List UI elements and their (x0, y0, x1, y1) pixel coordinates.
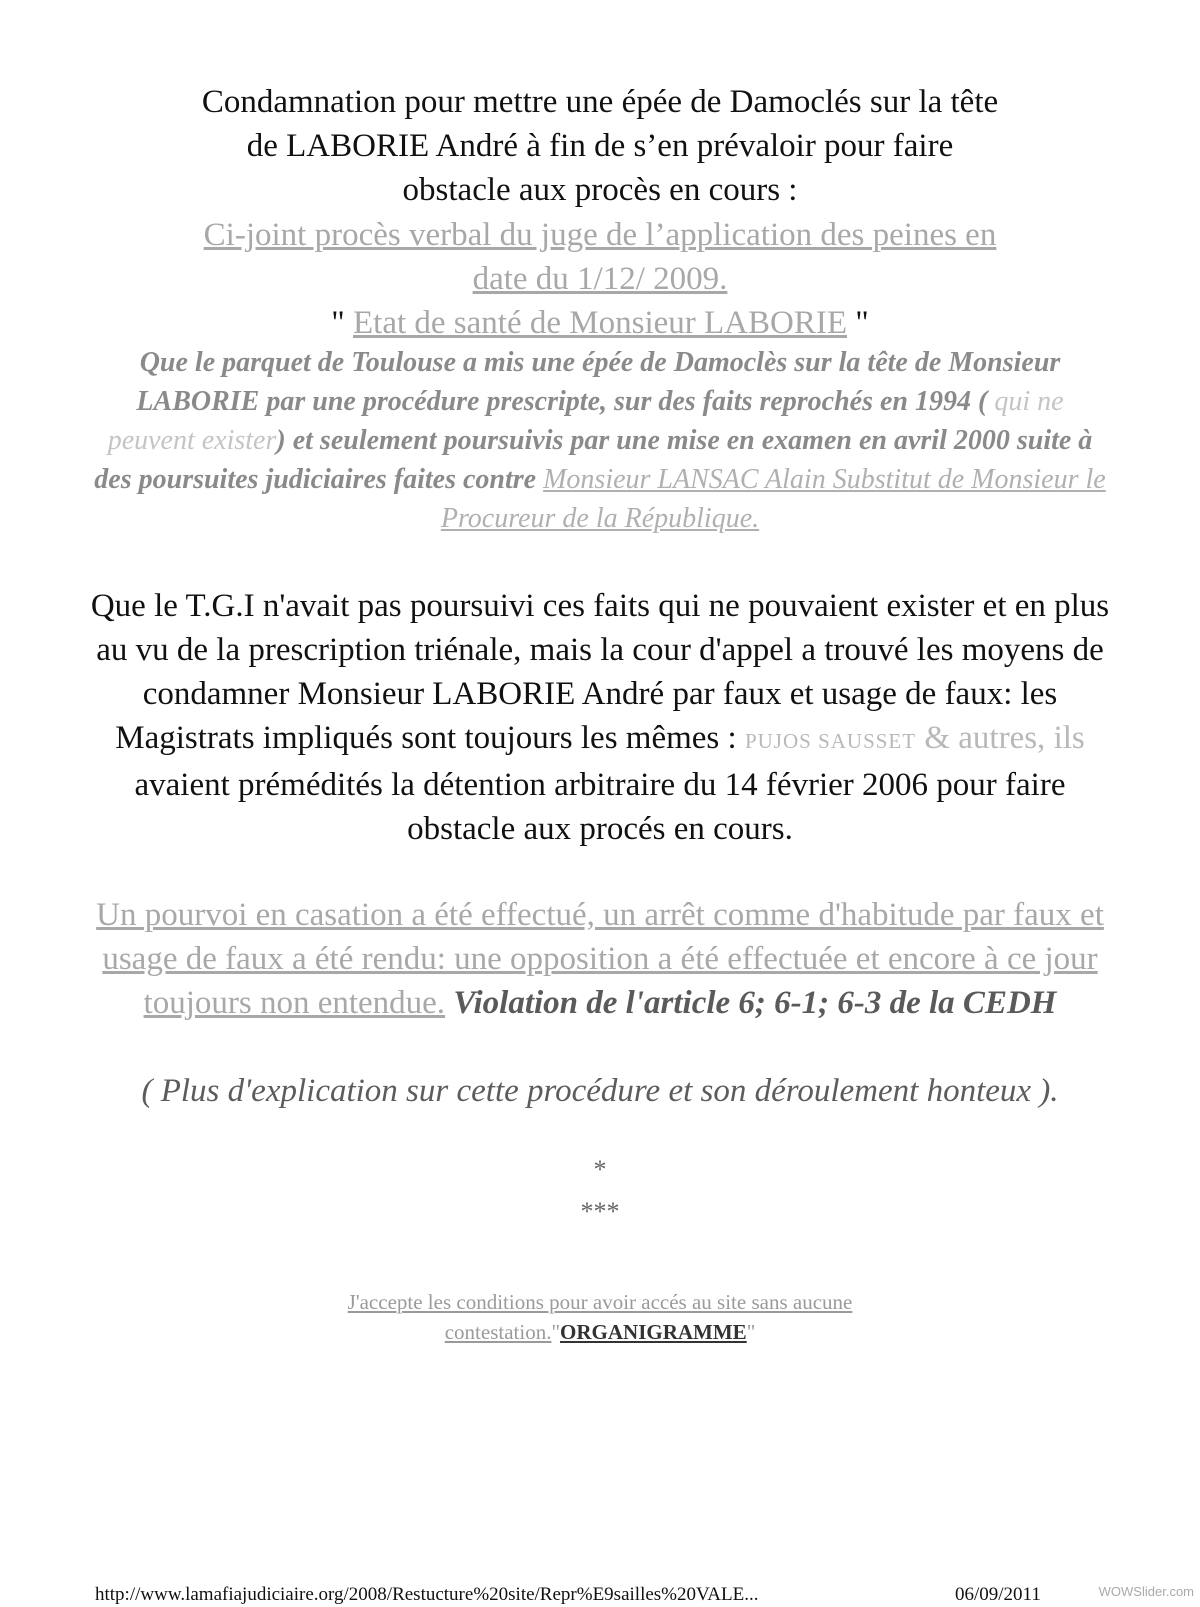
tgi-text-1: Que le T.G.I n'avait pas poursuivi ces faits qui ne pouvaient exister et en plus au vu de la prescription triénale, mais la cour d'appel a trouvé les moyens de condamner Monsieur LABORIE André par faux et usage de faux: les Magistrats impliqués sont toujours les mêmes : (90, 588, 1110, 756)
heading-line-3: obstacle aux procès en cours : (402, 172, 798, 208)
quote-close: " (746, 1320, 756, 1344)
violation-cedh-text: Violation de l'article 6; 6-1; 6-3 de la CEDH (453, 985, 1057, 1021)
close-quote: " (855, 305, 869, 341)
document-heading (90, 80, 1110, 212)
lansac-link[interactable]: Monsieur LANSAC Alain Substitut de Monsieur le Procureur de la République. (440, 464, 1106, 534)
proces-verbal-link-line-1[interactable]: Ci-joint procès verbal du juge de l’application des peines en (203, 217, 997, 253)
tgi-text-2: avaient prémédités la détention arbitraire du 14 février 2006 pour faire obstacle aux procés en cours. (134, 767, 1066, 847)
organigramme-link[interactable]: ORGANIGRAMME (560, 1320, 747, 1344)
acceptance-block (200, 1287, 1000, 1347)
acceptance-link[interactable]: J'accepte les conditions pour avoir accés au site sans aucune contestation. (347, 1290, 853, 1344)
parquet-light-text: qui ne peuvent exister (107, 386, 1064, 456)
magistrate-names: PUJOS SAUSSET (744, 729, 917, 753)
parquet-text-2: ) et seulement poursuivis par une mise en examen en avril 2000 suite à des poursuites judiciaires faites contre (94, 425, 1093, 495)
open-quote: " (331, 305, 345, 341)
proces-verbal-link-line-2[interactable]: date du 1/12/ 2009. (472, 261, 728, 297)
quote-open: " (551, 1320, 561, 1344)
pourvoi-paragraph (90, 893, 1110, 1025)
proces-verbal-link-block (90, 213, 1110, 301)
etat-sante-link[interactable]: Etat de santé de Monsieur LABORIE (353, 305, 847, 341)
separator-stars: *** (580, 1197, 620, 1226)
heading-line-1: Condamnation pour mettre une épée de Damoclés sur la tête (201, 84, 999, 120)
heading-line-2: de LABORIE André à fin de s’en prévaloir pour faire (246, 128, 954, 164)
others-text: & autres, (924, 720, 1046, 756)
pourvoi-link[interactable]: Un pourvoi en casation a été effectué, un arrêt comme d'habitude par faux et usage de faux a été rendu: une opposition a été effectuée et encore à ce jour toujours non entendue. (96, 897, 1104, 1021)
etat-sante-block (90, 301, 1110, 345)
parquet-paragraph (90, 343, 1110, 538)
explication-text: ( Plus d'explication sur cette procédure et son déroulement honteux ). (141, 1073, 1059, 1109)
footer-url: http://www.lamafiajudiciaire.org/2008/Restucture%20site/Repr%E9sailles%20VALE... (95, 1584, 759, 1605)
tgi-paragraph (90, 584, 1110, 851)
separator-star: * (593, 1155, 607, 1184)
ils-text: ils (1053, 720, 1085, 756)
print-footer (95, 1583, 1075, 1607)
footer-date: 06/09/2011 (955, 1584, 1041, 1605)
watermark: WOWSlider.com (1098, 1584, 1194, 1599)
parquet-text-1: Que le parquet de Toulouse a mis une épée de Damoclès sur la tête de Monsieur LABORIE par une procédure prescripte, sur des faits reprochés en 1994 ( (136, 347, 1061, 417)
